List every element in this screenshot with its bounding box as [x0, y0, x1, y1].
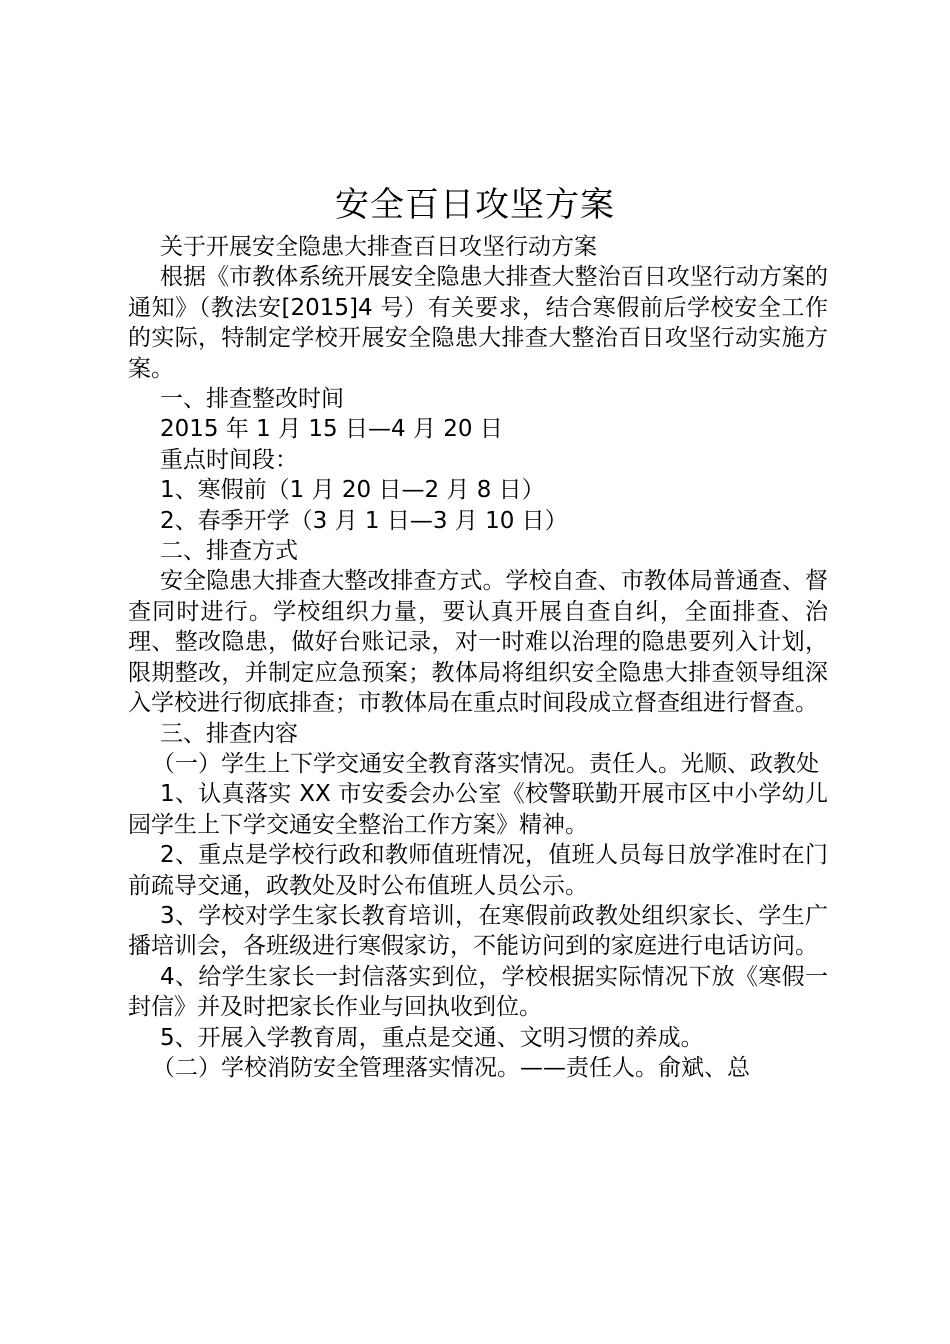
section-heading-method: 二、排查方式 — [160, 538, 298, 565]
paragraph-basis: 根据《市教体系统开展安全隐患大排查大整治百日攻坚行动方案的通知》（教法安[2015]4 号）有关要求，结合寒假前后学校安全工作的实际，特制定学校开展安全隐患大排查大整治百日攻坚行动实施方案。 — [128, 264, 828, 382]
paragraph-date-range: 2015 年 1 月 15 日—4 月 20 日 — [160, 416, 503, 443]
list-item-traffic-2: 2、重点是学校行政和教师值班情况，值班人员每日放学准时在门前疏导交通，政教处及时公布值班人员公示。 — [128, 842, 828, 899]
subsection-fire-safety: （二）学校消防安全管理落实情况。——责任人。俞斌、总 — [152, 1054, 750, 1081]
section-heading-time: 一、排查整改时间 — [160, 386, 344, 413]
list-item-traffic-4: 4、给学生家长一封信落实到位，学校根据实际情况下放《寒假一封信》并及时把家长作业与回执收到位。 — [128, 963, 828, 1021]
paragraph-heading-line: 关于开展安全隐患大排查百日攻坚行动方案 — [160, 234, 597, 260]
list-item-period-2: 2、春季开学（3 月 1 日—3 月 10 日） — [160, 507, 568, 534]
section-heading-content: 三、排查内容 — [160, 720, 298, 747]
list-item-traffic-1: 1、认真落实 XX 市安委会办公室《校警联勤开展市区中小学幼儿园学生上下学交通安全整治工作方案》精神。 — [128, 781, 828, 838]
subsection-traffic-safety: （一）学生上下学交通安全教育落实情况。责任人。光顺、政教处 — [152, 750, 819, 777]
document-title: 安全百日攻坚方案 — [335, 185, 615, 225]
paragraph-method: 安全隐患大排查大整改排查方式。学校自查、市教体局普通查、督查同时进行。学校组织力量，要认真开展自查自纠，全面排查、治理、整改隐患，做好台账记录，对一时难以治理的隐患要列入计划，限期整改，并制定应急预案；教体局将组织安全隐患大排查领导组深入学校进行彻底排查；市教体局在重点时间段成立督查组进行督查。 — [128, 568, 828, 717]
list-item-traffic-3: 3、学校对学生家长教育培训，在寒假前政教处组织家长、学生广播培训会，各班级进行寒假家访，不能访问到的家庭进行电话访问。 — [128, 902, 828, 960]
list-item-traffic-5: 5、开展入学教育周，重点是交通、文明习惯的养成。 — [160, 1024, 704, 1051]
paragraph-key-periods: 重点时间段： — [160, 446, 298, 473]
document-body — [128, 232, 828, 1083]
list-item-period-1: 1、寒假前（1 月 20 日—2 月 8 日） — [160, 477, 545, 504]
